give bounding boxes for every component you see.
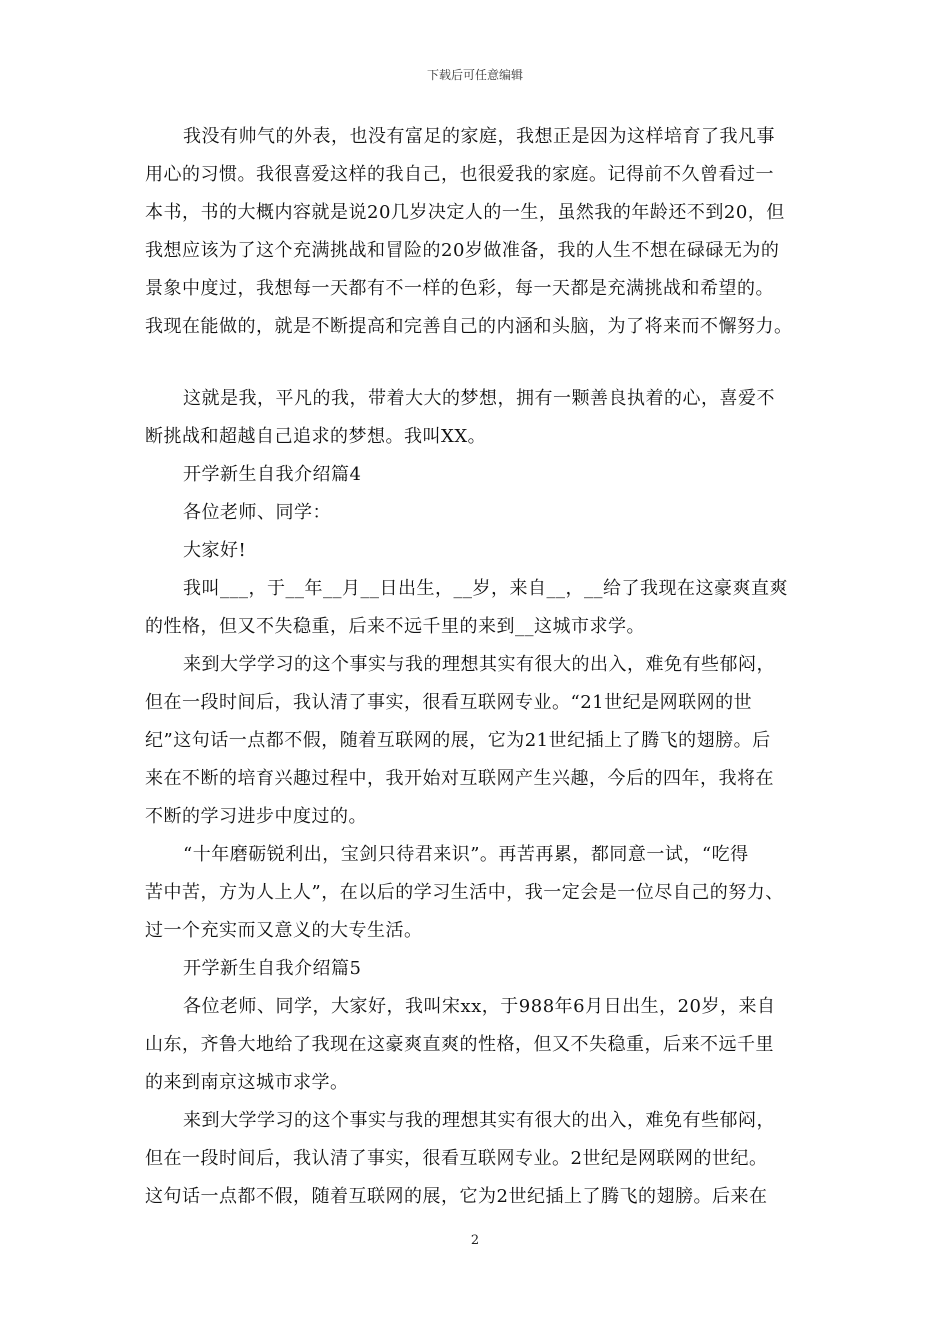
text-line: 苦中苦，方为人上人”，在以后的学习生活中，我一定会是一位尽自己的努力、 xyxy=(145,882,784,903)
text-line: 我想应该为了这个充满挑战和冒险的20岁做准备，我的人生不想在碌碌无为的 xyxy=(145,240,780,261)
text-line: 来在不断的培育兴趣过程中，我开始对互联网产生兴趣，今后的四年，我将在 xyxy=(145,768,774,789)
text-line: 各位老师、同学，大家好，我叫宋xx，于988年6月日出生，20岁，来自 xyxy=(183,996,776,1017)
page-number: 2 xyxy=(470,1233,480,1248)
paragraph-gap xyxy=(145,346,815,380)
text-line: “十年磨砺锐利出，宝剑只待君来识”。再苦再累，都同意一试，“吃得 xyxy=(183,844,749,865)
page-header: 下载后可任意编辑 xyxy=(426,68,523,82)
text-line: 各位老师、同学： xyxy=(183,502,331,523)
text-line: 山东，齐鲁大地给了我现在这豪爽直爽的性格，但又不失稳重，后来不远千里 xyxy=(145,1034,774,1055)
text-line: 断挑战和超越自己追求的梦想。我叫XX。 xyxy=(145,426,487,447)
text-line: 的性格，但又不失稳重，后来不远千里的来到__这城市求学。 xyxy=(145,616,645,637)
text-line: 的来到南京这城市求学。 xyxy=(145,1072,349,1093)
text-line: 我没有帅气的外表，也没有富足的家庭，我想正是因为这样培育了我凡事 xyxy=(183,126,775,147)
text-line: 纪”这句话一点都不假，随着互联网的展，它为21世纪插上了腾飞的翅膀。后 xyxy=(145,730,771,751)
text-line: 但在一段时间后，我认清了事实，很看互联网专业。“21世纪是网联网的世 xyxy=(145,692,753,713)
text-line: 这就是我，平凡的我，带着大大的梦想，拥有一颗善良执着的心，喜爱不 xyxy=(183,388,775,409)
text-line: 我叫___，于__年__月__日出生，__岁，来自__，__给了我现在这豪爽直爽 xyxy=(183,578,788,599)
text-line: 但在一段时间后，我认清了事实，很看互联网专业。2世纪是网联网的世纪。 xyxy=(145,1148,768,1169)
text-line: 本书，书的大概内容就是说20几岁决定人的一生，虽然我的年龄还不到20，但 xyxy=(145,202,785,223)
text-line: 用心的习惯。我很喜爱这样的我自己，也很爱我的家庭。记得前不久曾看过一 xyxy=(145,164,774,185)
text-line: 来到大学学习的这个事实与我的理想其实有很大的出入，难免有些郁闷， xyxy=(183,654,775,675)
document-body xyxy=(145,118,815,1216)
section-heading: 开学新生自我介绍篇5 xyxy=(183,958,362,979)
text-line: 来到大学学习的这个事实与我的理想其实有很大的出入，难免有些郁闷， xyxy=(183,1110,775,1131)
text-line: 过一个充实而又意义的大专生活。 xyxy=(145,920,423,941)
section-heading: 开学新生自我介绍篇4 xyxy=(183,464,362,485)
text-line: 大家好! xyxy=(183,540,247,561)
text-line: 我现在能做的，就是不断提高和完善自己的内涵和头脑，为了将来而不懈努力。 xyxy=(145,316,793,337)
text-line: 景象中度过，我想每一天都有不一样的色彩，每一天都是充满挑战和希望的。 xyxy=(145,278,774,299)
text-line: 不断的学习进步中度过的。 xyxy=(145,806,367,827)
text-line: 这句话一点都不假，随着互联网的展，它为2世纪插上了腾飞的翅膀。后来在 xyxy=(145,1186,768,1207)
